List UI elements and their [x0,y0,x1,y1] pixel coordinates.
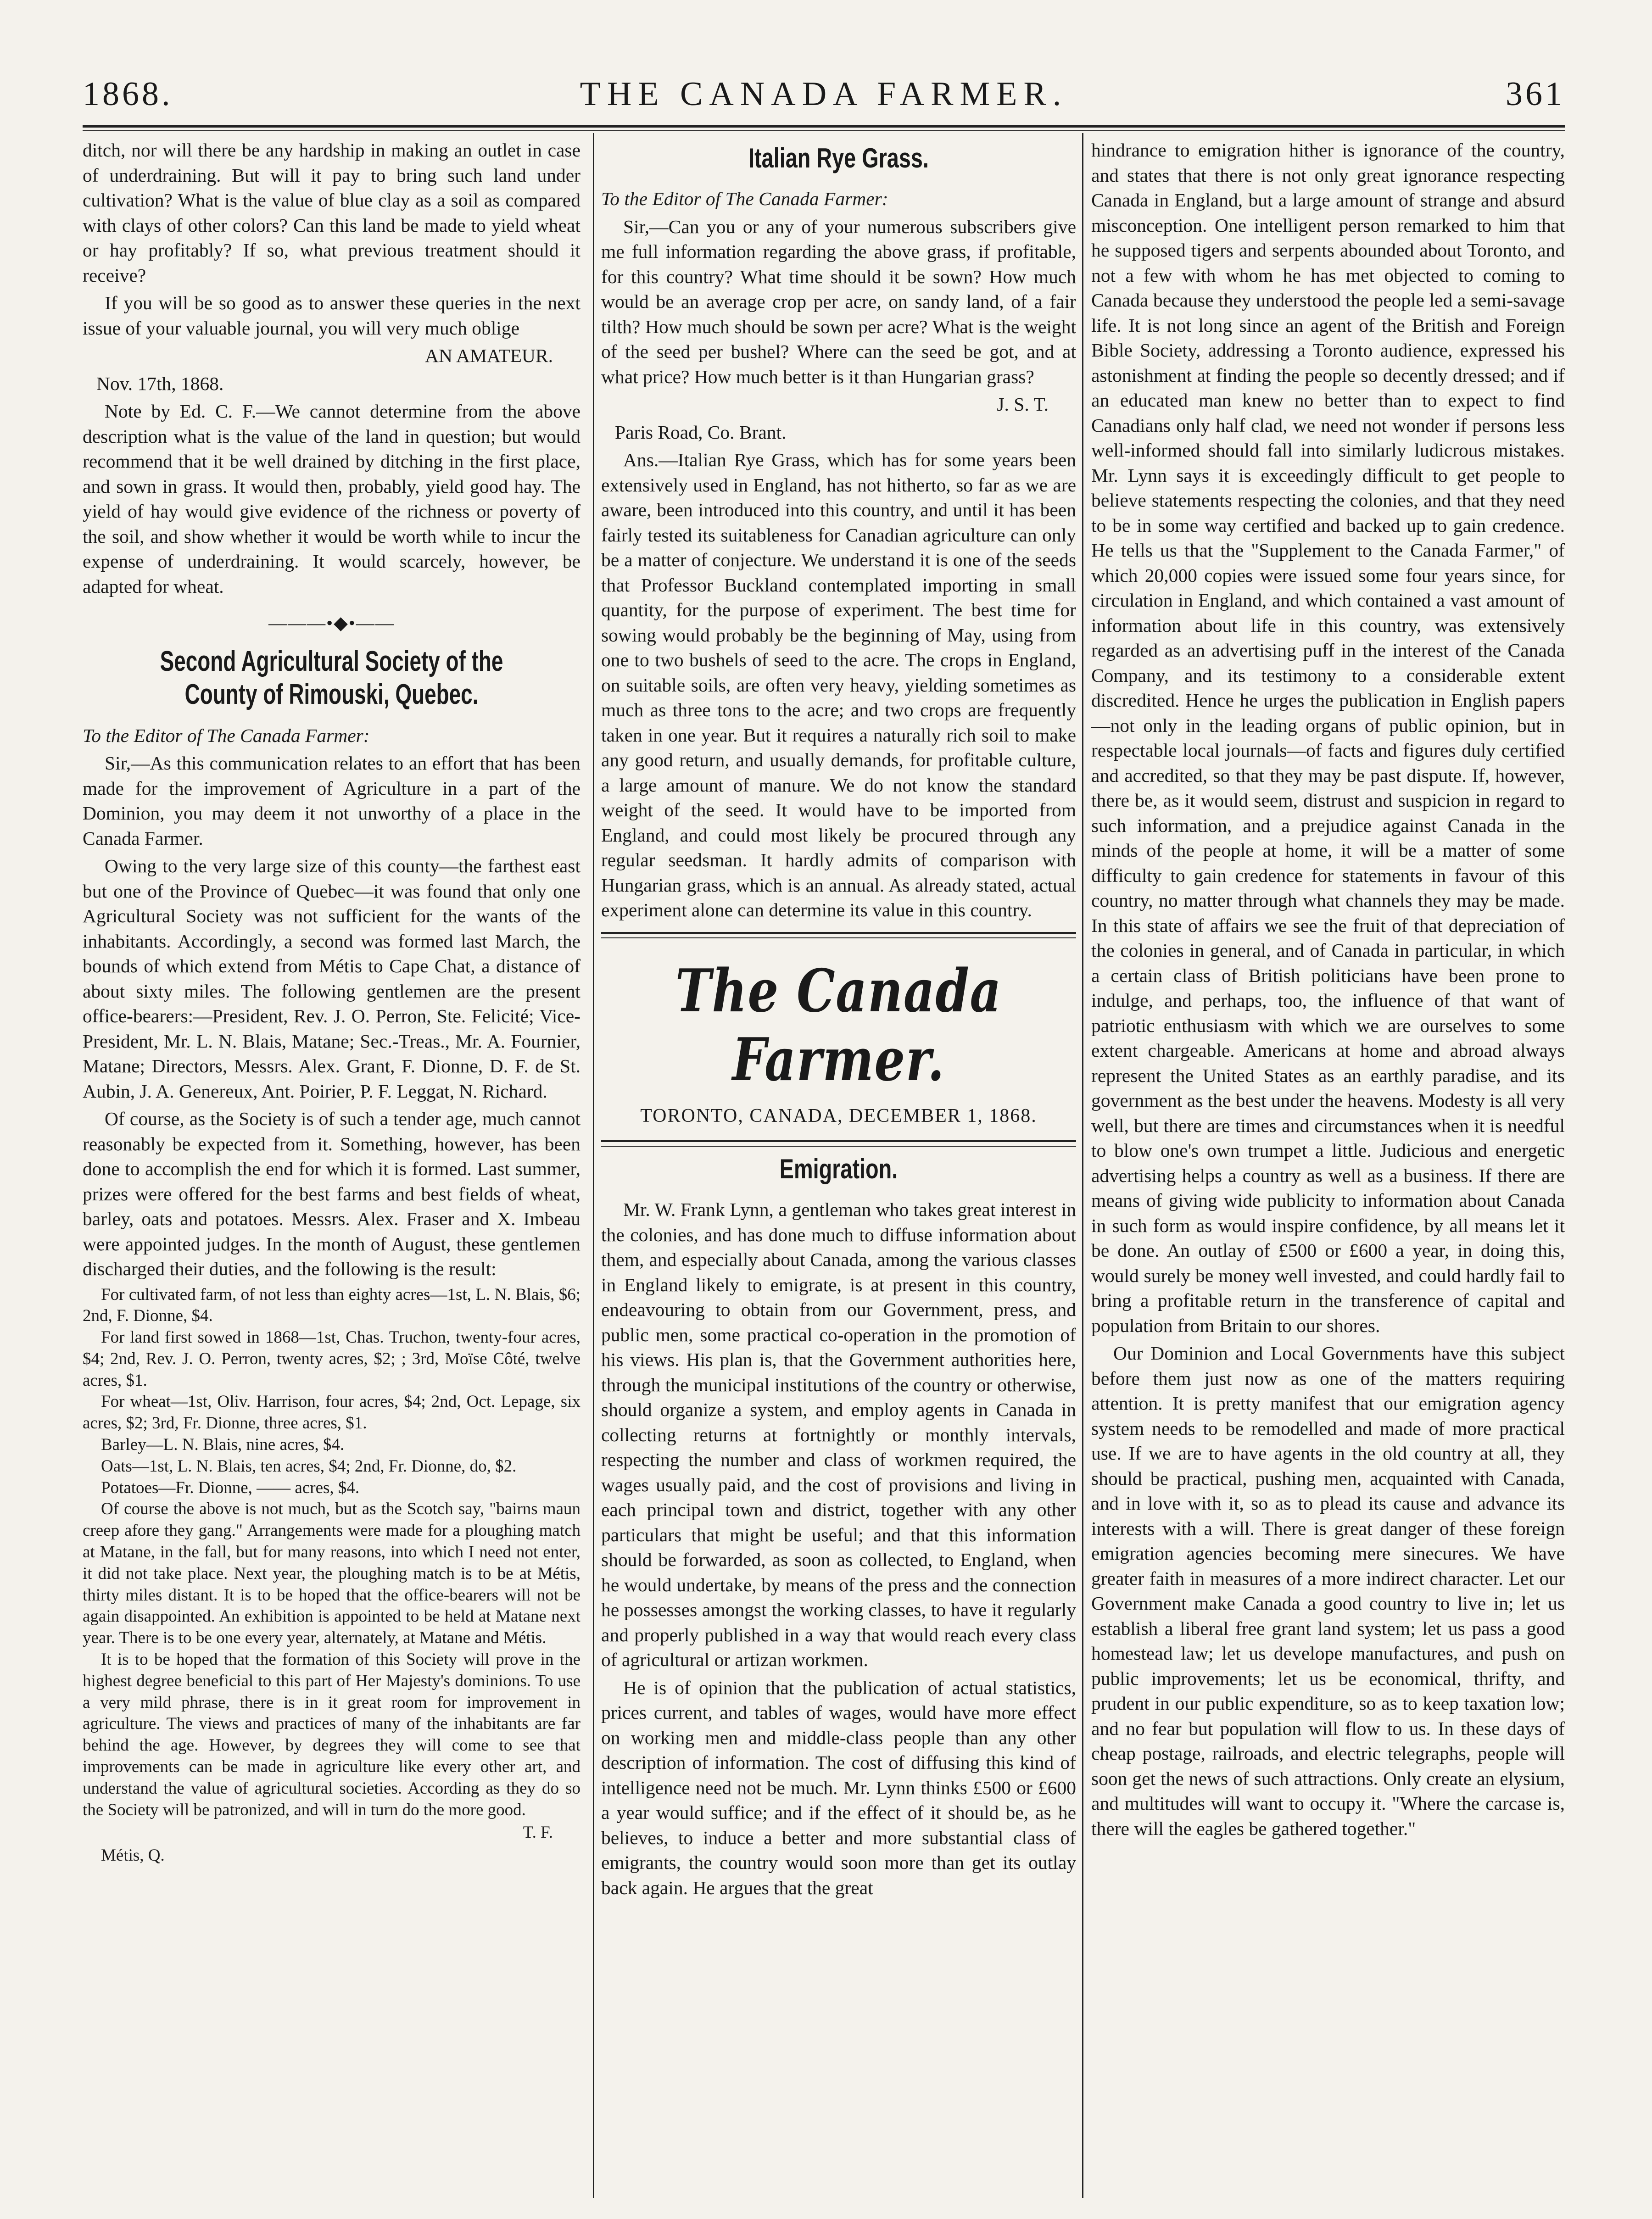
letter-paragraph: ditch, nor will there be any hardship in making an outlet in case of underdraining. But will it pay to bring such land under cultivation? What is the value of blue clay as a soil as compared with clays of other colors? Can this land be made to yield wheat or hay profitably? If so, what previous treatment should it receive? [83,139,580,286]
letter-paragraph: Sir,—Can you or any of your numerous subscribers give me full information regarding the above grass, if profitable, for this country? What time should it be sown? How much would be an average crop per acre, on sandy land, of a fair tilth? How much should be sown per acre? What is the weight of the seed per bushel? Where can the seed be got, and at what price? How much better is it than Hungarian grass? [601,216,1076,387]
closing-signature: T. F. [523,1823,553,1842]
article-heading: Second Agricultural Society of the County of Rimouski, Quebec. [160,645,503,710]
prize-results [83,1284,580,1821]
section-ornament: ———•◆•—— [268,613,395,633]
column-divider [1082,133,1083,2198]
article-paragraph: Owing to the very large size of this county—the farthest east but one of the Province of Quebec—it was found that only one Agricultural Society was not sufficient for the wants of the inhabitants. Accordingly, a second was formed last March, the bounds of which extend from Métis to Cape Chat, a distance of about sixty miles. The following gentlemen are the present office-bearers:—President, Rev. J. O. Perron, Ste. Felicité; Vice-President, Mr. L. N. Blais, Matane; Sec.-Treas., Mr. A. Fournier, Matane; Directors, Messrs. Alex. Grant, F. Dionne, D. F. de St. Aubin, J. A. Genereux, Ant. Poirier, P. F. Leggat, N. Richard. [83,855,580,1102]
to-editor-line: To the Editor of The Canada Farmer: [601,188,888,209]
newspaper-nameplate: The Canada Farmer. [675,956,1002,1094]
column-divider [593,133,594,2198]
article-heading: Emigration. [779,1154,898,1184]
masthead [83,69,1565,124]
masthead-rule [83,125,1565,128]
editor-note: Note by Ed. C. F.—We cannot determine from the above description what is the value of the land in question; but would recommend that it be well drained by ditching in the first place, and sown in grass. It would then, probably, yield good hay. The yield of hay would give evidence of the richness or poverty of the soil, and show whether it would be worth while to incur the expense of underdraining. It would scarcely, however, be adapted for wheat. [83,401,580,597]
article-heading: Italian Rye Grass. [748,143,929,173]
letter-date: Nov. 17th, 1868. [96,373,224,394]
result-item: For cultivated farm, of not less than eighty acres—1st, L. N. Blais, $6; 2nd, F. Dionne, $4. [83,1285,580,1326]
result-item: Barley—L. N. Blais, nine acres, $4. [101,1435,345,1455]
result-item: For land first sowed in 1868—1st, Chas. Truchon, twenty-four acres, $4; 2nd, Rev. J. O. Perron, twenty acres, $2; ; 3rd, Moïse Côté, twelve acres, $1. [83,1328,580,1390]
article-paragraph: Of course, as the Society is of such a tender age, much cannot reasonably be expected from it. Something, however, has been done to accomplish the end for which it is formed. Last summer, prizes were offered for the best farms and best fields of wheat, barley, oats and potatoes. Messrs. Alex. Fraser and X. Imbeau were appointed judges. In the month of August, these gentlemen discharged their duties, and the following is the result: [83,1108,580,1279]
letter-signature: AN AMATEUR. [425,345,553,366]
newspaper-title: THE CANADA FARMER. [580,75,1068,113]
closing-paragraph: Of course the above is not much, but as the Scotch say, "bairns maun creep afore they gang." Arrangements were made for a ploughing match at Matane, in the fall, but for many reasons, into which I need not enter, it did not take place. Next year, the ploughing match is to be at Métis, thirty miles distant. It is to be hoped that the office-bearers will not be again disappointed. An exhibition is appointed to be held at Matane next year. There is to be one every year, alternately, at Matane and Métis. [83,1500,580,1648]
article-paragraph: He is of opinion that the publication of actual statistics, prices current, and tables of wages, would have more effect on working men and middle-class people than any other description of information. The cost of diffusing this kind of intelligence need not be much. Mr. Lynn thinks £500 or £600 a year would suffice; and if the effect of it should be, as he believes, to induce a better and more substantial class of emigrants, the country would soon more than get its outlay back again. He argues that the great [601,1677,1076,1898]
page-number: 361 [1506,75,1565,113]
result-item: For wheat—1st, Oliv. Harrison, four acres, $4; 2nd, Oct. Lepage, six acres, $2; 3rd, Fr. Dionne, three acres, $1. [83,1392,580,1433]
result-item: Potatoes—Fr. Dionne, —— acres, $4. [101,1478,360,1497]
result-item: Oats—1st, L. N. Blais, ten acres, $4; 2nd, Fr. Dionne, do, $2. [101,1456,517,1476]
masthead-rule-thin [83,130,1565,131]
dateline: TORONTO, CANADA, DECEMBER 1, 1868. [640,1105,1037,1126]
title-rule [601,1140,1076,1147]
issue-year: 1868. [83,75,173,113]
title-rule [601,932,1076,938]
article-paragraph: Sir,—As this communication relates to an effort that has been made for the improvement of Agriculture in a part of the Dominion, you may deem it not unworthy of a place in the Canada Farmer. [83,753,580,849]
letter-paragraph: If you will be so good as to answer these queries in the next issue of your valuable journal, you will very much oblige [83,292,580,339]
closing-paragraph: It is to be hoped that the formation of this Society will prove in the highest degree beneficial to this part of Her Majesty's dominions. To use a very mild phrase, there is in it great room for improvement in agriculture. The views and practices of many of the inhabitants are far behind the age. However, by degrees they will come to see that improvements can be made in agriculture like every other art, and understand the value of agricultural societies. According as they do so the Society will be patronized, and will in turn do the more good. [83,1650,580,1819]
column-1 [83,138,580,1868]
article-paragraph: Mr. W. Frank Lynn, a gentleman who takes great interest in the colonies, and has done much to diffuse information about them, and especially about Canada, among the various classes in England likely to emigrate, is at present in this country, endeavouring to obtain from our Government, press, and public men, some practical co-operation in the promotion of his views. His plan is, that the Government authorities here, through the municipal institutions of the country or otherwise, should organize a system, and employ agents in Canada in collecting returns at fortnightly or monthly intervals, respecting the number and class of workmen required, the wages usually paid, and the cost of provisions and living in each principal town and district, together with any other particulars that might be useful; and that this information should be forwarded, as soon as collected, to England, when he would undertake, by means of the press and the connection he possesses amongst the working classes, to have it regularly and properly published in a way that would reach every class of agricultural or artizan workmen. [601,1199,1076,1670]
article-paragraph: hindrance to emigration hither is ignorance of the country, and states that there is not only great ignorance respecting Canada in England, but a large amount of strange and absurd misconception. One intelligent person remarked to him that he supposed tigers and serpents abounded about Toronto, and not a few with whom he has met objected to coming to Canada because they understood the people led a semi-savage life. It is not long since an agent of the British and Foreign Bible Society, addressing a Toronto audience, expressed his astonishment at finding the people so decently dressed; and if an educated man knew no better than to expect to find Canadians only half clad, we need not wonder if persons less well-informed should fall into similarly ludicrous mistakes. Mr. Lynn says it is exceedingly difficult to get people to believe statements respecting the colonies, and that they need to be in some way certified and backed up to gain credence. He tells us that the "Supplement to the Canada Farmer," of which 20,000 copies were issued some four years since, for circulation in England, and which contained a vast amount of information about life in this country, was extensively regarded as an advertising puff in the interest of the Canada Company, and its testimony to a considerable extent discredited. Hence he urges the publication in English papers—not only in the leading organs of public opinion, but in respectable local journals—of facts and figures duly certified and accredited, so that they may be past dispute. If, however, there be, as it would seem, distrust and suspicion in regard to such information, and a prejudice against Canada in the minds of the people at home, it will be a matter of some difficulty to gain credence for statements in favour of this country, no matter through what channels they may be made. In this state of affairs we see the fruit of that depreciation of the colonies in general, and of Canada in particular, in which a certain class of British politicians have been prone to indulge, and perhaps, too, the influence of that want of patriotic enthusiasm with which we are ourselves to some extent chargeable. Americans at home and abroad always represent the United States as an earthly paradise, and its government as the best under the heavens. Modesty is all very well, but there are times and circumstances when it is needful to blow one's own trumpet a little. Judicious and energetic advertising helps a country as well as a business. If there are means of giving wide publicity to information about Canada in such form as would inspire confidence, by all means let it be done. An outlay of £500 or £600 a year, in doing this, would surely be money well invested, and could hardly fail to bring a profitable return in the transference of capital and population from Britain to our shores. [1091,139,1565,1336]
closing-place: Métis, Q. [101,1846,165,1865]
answer-paragraph: Ans.—Italian Rye Grass, which has for some years been extensively used in England, has not hitherto, so far as we are aware, been introduced into this country, and until it has been fairly tested its suitableness for Canadian agriculture can only be a matter of conjecture. We understand it is one of the seeds that Professor Buckland contemplated importing in small quantity, for the purpose of experiment. The best time for sowing would probably be the beginning of May, using from one to two bushels of seed to the acre. The crops in England, on suitable soils, are often very heavy, yielding sometimes as much as three tons to the acre; and two crops are frequently taken in one year. But it requires a naturally rich soil to make any good return, and usually demands, for profitable culture, a large amount of manure. We do not know the standard weight of the seed. It would have to be imported from England, and could most likely be procured through any regular seedsman. It hardly admits of comparison with Hungarian grass, which is an annual. As already stated, actual experiment alone can determine its value in this country. [601,449,1076,920]
article-paragraph: Our Dominion and Local Governments have this subject before them just now as one of the matters requiring attention. It is pretty manifest that our emigration agency system needs to be remodelled and made of more practical use. If we are to have agents in the old country at all, they should be practical, pushing men, acquainted with Canada, and in love with it, so as to plead its cause and advance its interests with a will. There is great danger of these foreign emigration agencies becoming mere sinecures. We have greater faith in measures of a more indirect character. Let our Government make Canada a good country to live in; let us establish a liberal free grant land system; let us pass a good homestead law; let us develope manufactures, and push on public improvements; let us be economical, thrifty, and prudent in our public expenditure, so as to keep taxation low; and no fear but population will flow to us. In these days of cheap postage, railroads, and electric telegraphs, people will soon get the news of such attractions. Only create an elysium, and multitudes will want to occupy it. "Where the carcase is, there will the eagles be gathered together." [1091,1343,1565,1839]
letter-signature: J. S. T. [997,394,1049,415]
column-3 [1091,138,1565,1844]
column-2 [601,138,1076,1903]
to-editor-line: To the Editor of The Canada Farmer: [83,725,370,746]
letter-place: Paris Road, Co. Brant. [615,421,787,443]
